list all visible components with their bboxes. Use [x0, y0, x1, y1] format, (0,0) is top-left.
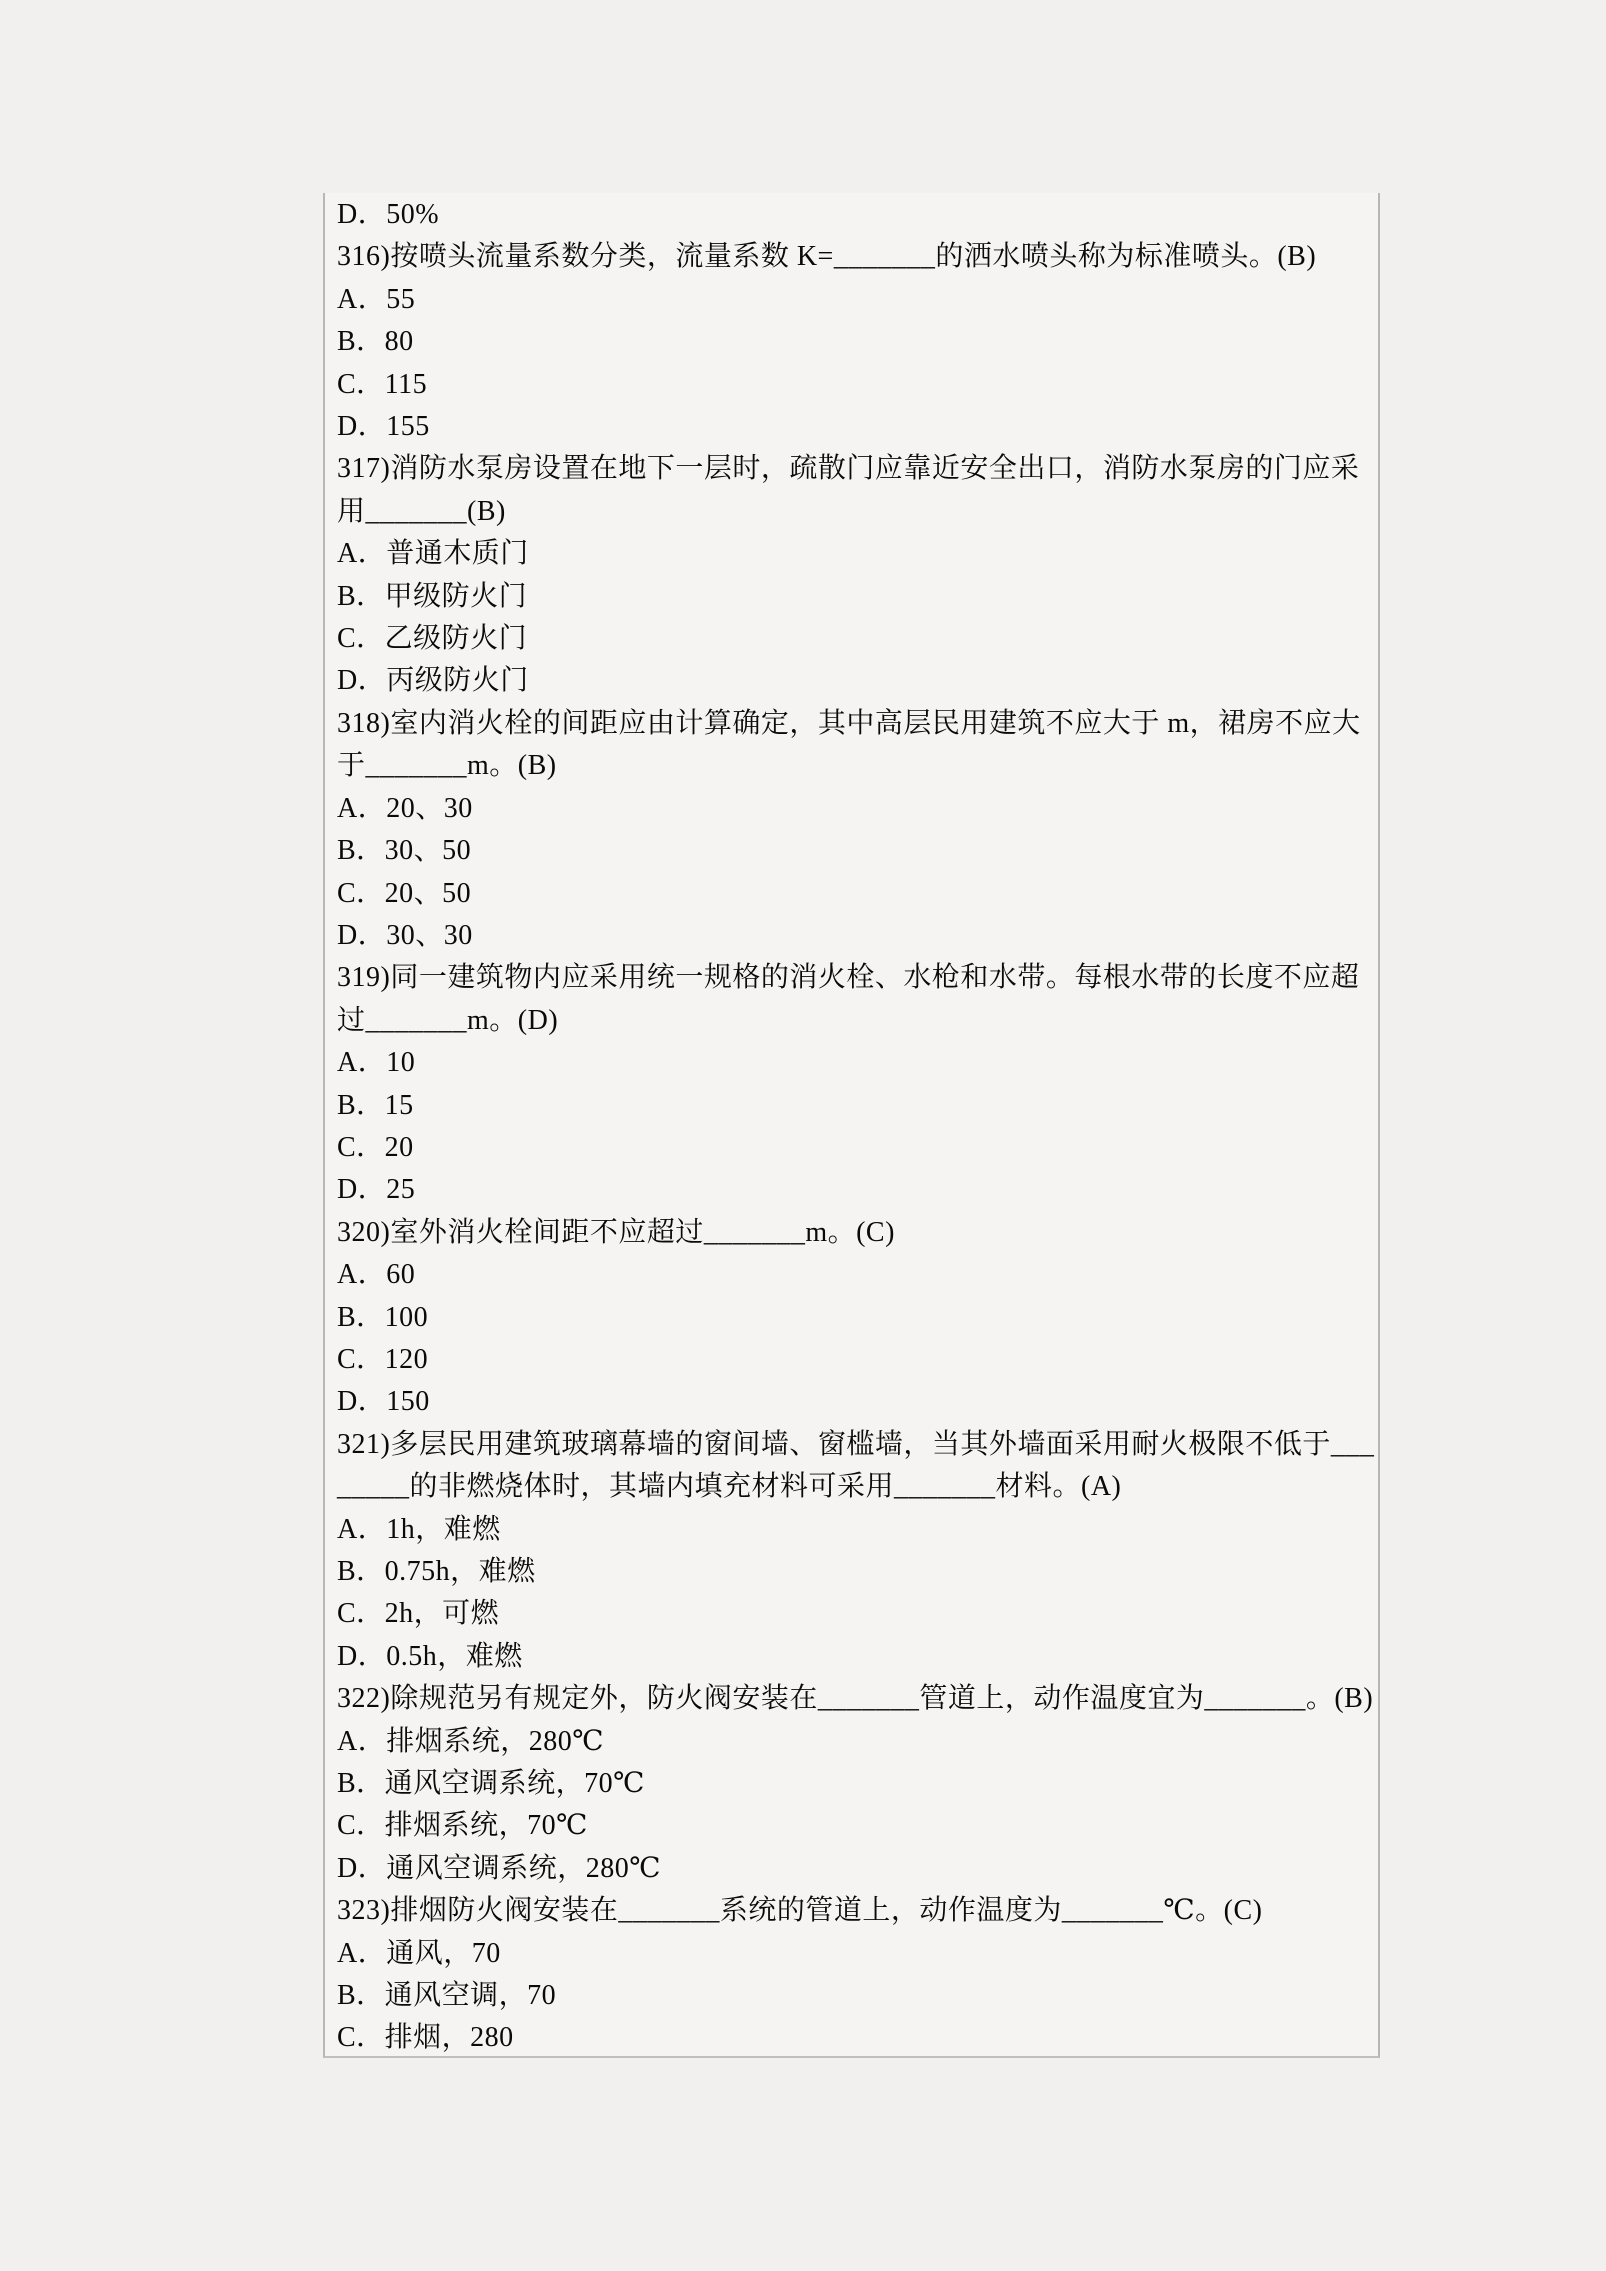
option-line: B．80 — [337, 326, 414, 358]
question-line: 319)同一建筑物内应采用统一规格的消火栓、水枪和水带。每根水带的长度不应超 — [337, 962, 1360, 994]
option-line: D．155 — [337, 411, 430, 443]
option-line: C．20 — [337, 1131, 414, 1163]
option-line: _____的非燃烧体时，其墙内填充材料可采用_______材料。(A) — [337, 1471, 1122, 1503]
option-line: D．25 — [337, 1174, 416, 1206]
document-page — [323, 193, 1380, 2058]
option-line: 过_______m。(D) — [337, 1004, 559, 1036]
option-line: B．通风空调，70 — [337, 1980, 557, 2012]
option-line: A．普通木质门 — [337, 538, 529, 570]
option-line: C．排烟，280 — [337, 2022, 514, 2054]
question-line: 322)除规范另有规定外，防火阀安装在_______管道上，动作温度宜为_______。(B) — [337, 1683, 1374, 1715]
option-line: 于_______m。(B) — [337, 750, 557, 782]
question-line: 318)室内消火栓的间距应由计算确定，其中高层民用建筑不应大于 m，裙房不应大 — [337, 707, 1361, 739]
option-line: B．通风空调系统，70℃ — [337, 1768, 645, 1800]
option-line: A．10 — [337, 1047, 416, 1079]
option-line: C．120 — [337, 1343, 429, 1375]
option-line: D．0.5h，难燃 — [337, 1640, 523, 1672]
option-line: B．0.75h，难燃 — [337, 1556, 536, 1587]
option-line: A．1h，难燃 — [337, 1513, 501, 1545]
option-line: A．60 — [337, 1259, 416, 1291]
option-line: D．50% — [337, 199, 440, 230]
option-line: A．55 — [337, 283, 416, 315]
question-line: 317)消防水泵房设置在地下一层时，疏散门应靠近安全出口，消防水泵房的门应采 — [337, 453, 1360, 485]
option-line: C．排烟系统，70℃ — [337, 1810, 588, 1842]
option-line: A．排烟系统，280℃ — [337, 1725, 605, 1757]
question-line: 321)多层民用建筑玻璃幕墙的窗间墙、窗槛墙，当其外墙面采用耐火极限不低于___ — [337, 1428, 1375, 1460]
option-line: B．100 — [337, 1301, 429, 1333]
option-line: C．2h，可燃 — [337, 1598, 500, 1630]
option-line: 用_______(B) — [337, 495, 506, 527]
option-line: D．30、30 — [337, 919, 473, 951]
option-line: C．20、50 — [337, 877, 472, 909]
question-line: 316)按喷头流量系数分类，流量系数 K=_______的洒水喷头称为标准喷头。(B) — [337, 241, 1317, 273]
option-line: A．20、30 — [337, 792, 473, 824]
option-line: B．甲级防火门 — [337, 580, 528, 612]
option-line: B．15 — [337, 1089, 414, 1121]
question-line: 323)排烟防火阀安装在_______系统的管道上，动作温度为_______℃。(C) — [337, 1895, 1263, 1927]
option-line: B．30、50 — [337, 835, 472, 867]
option-line: A．通风，70 — [337, 1937, 501, 1969]
option-line: C．115 — [337, 368, 428, 400]
option-line: D．150 — [337, 1386, 430, 1418]
option-line: C．乙级防火门 — [337, 623, 528, 655]
question-line: 320)室外消火栓间距不应超过_______m。(C) — [337, 1216, 895, 1248]
option-line: D．通风空调系统，280℃ — [337, 1852, 662, 1884]
option-line: D．丙级防火门 — [337, 665, 529, 697]
document-lines — [337, 194, 1375, 2058]
